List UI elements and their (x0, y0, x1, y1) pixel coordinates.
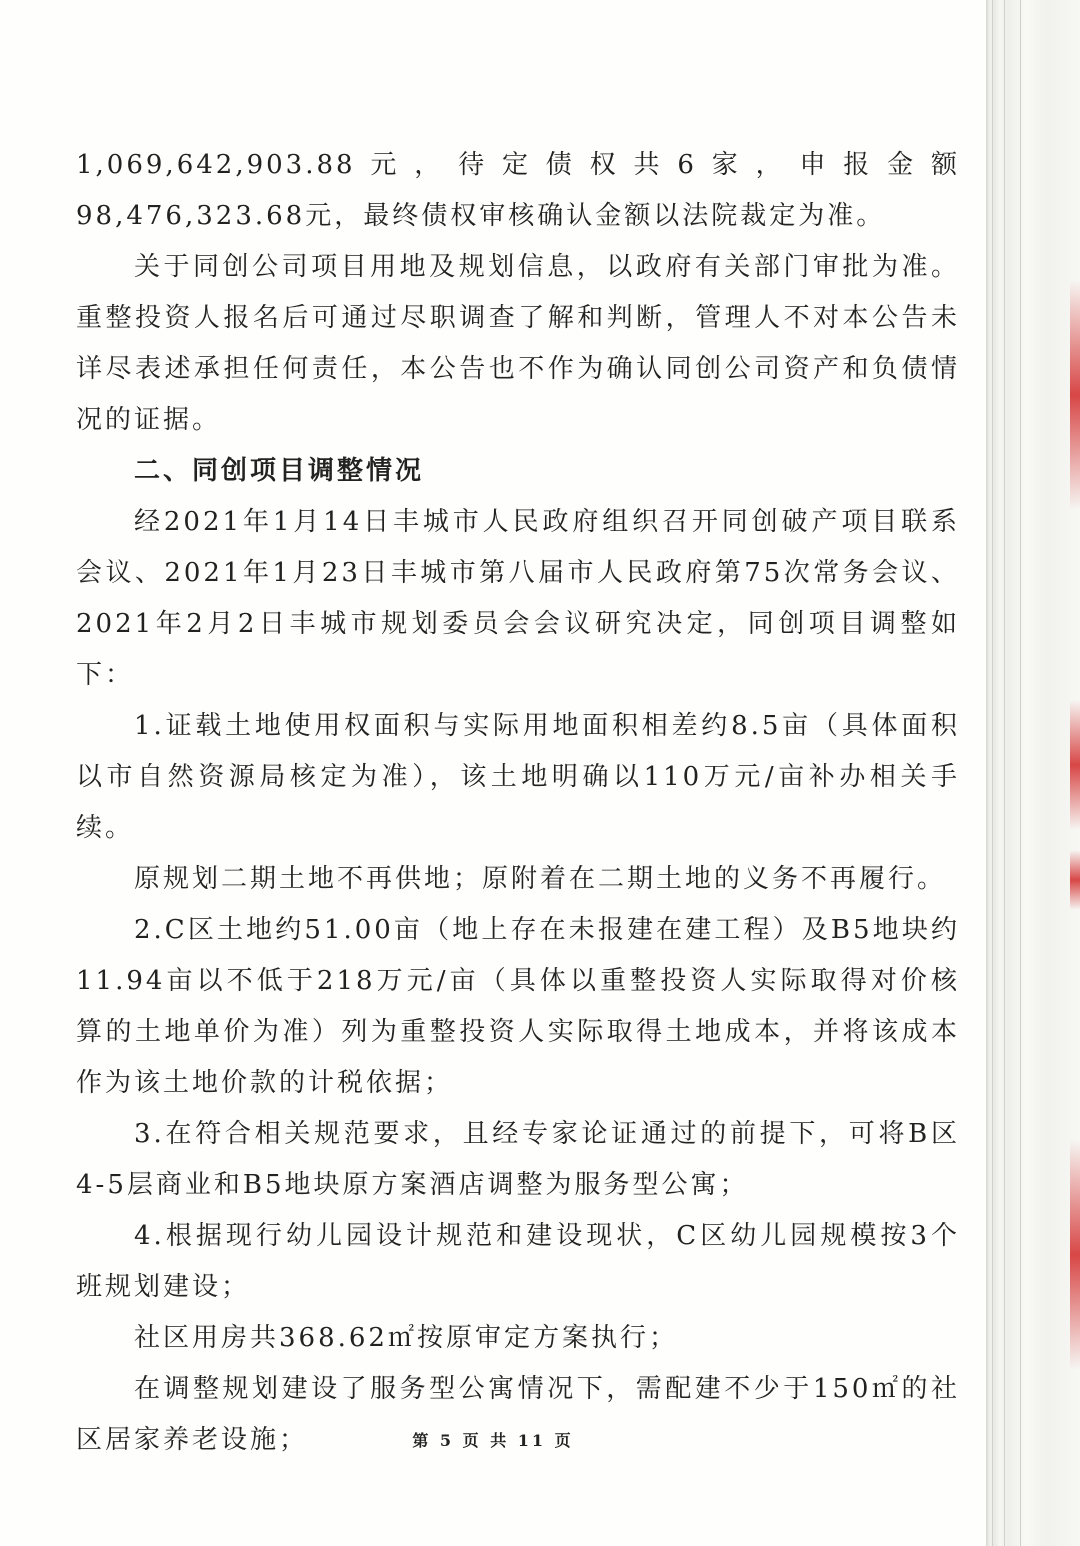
paragraph-1: 1,069,642,903.88元，待定债权共6家，申报金额98,476,323.68元，最终债权审核确认金额以法院裁定为准。 (76, 150, 960, 231)
document-body (76, 140, 960, 1466)
paragraph-4: 原规划二期土地不再供地；原附着在二期土地的义务不再履行。 (134, 864, 947, 894)
paragraph-3: 经2021年1月14日丰城市人民政府组织召开同创破产项目联系会议、2021年1月23日丰城市第八届市人民政府第75次常务会议、2021年2月2日丰城市规划委员会会议研究决定，同创项目调整如下： (76, 507, 960, 690)
paragraph-6: 在调整规划建设了服务型公寓情况下，需配建不少于150㎡的社区居家养老设施； (76, 1374, 960, 1455)
page-edge-line (1004, 0, 1005, 1546)
item-2: 2.C区土地约51.00亩（地上存在未报建在建工程）及B5地块约11.94亩以不低于218万元/亩（具体以重整投资人实际取得对价核算的土地单价为准）列为重整投资人实际取得土地成本，并将该成本作为该土地价款的计税依据； (76, 915, 960, 1098)
item-4: 4.根据现行幼儿园设计规范和建设现状，C区幼儿园规模按3个班规划建设； (76, 1221, 960, 1302)
seal-stamp-edge (1070, 850, 1080, 910)
item-1: 1.证载土地使用权面积与实际用地面积相差约8.5亩（具体面积以市自然资源局核定为准），该土地明确以110万元/亩补办相关手续。 (76, 711, 960, 843)
paragraph-2: 关于同创公司项目用地及规划信息，以政府有关部门审批为准。重整投资人报名后可通过尽职调查了解和判断，管理人不对本公告未详尽表述承担任何责任，本公告也不作为确认同创公司资产和负债情况的证据。 (76, 252, 960, 435)
page-edge-line (1020, 0, 1021, 1546)
seal-stamp-edge (1070, 280, 1080, 510)
page-edge-stack (986, 0, 1080, 1546)
seal-stamp-edge (1070, 1140, 1080, 1370)
paragraph-5: 社区用房共368.62㎡按原审定方案执行； (134, 1323, 678, 1353)
item-3: 3.在符合相关规范要求，且经专家论证通过的前提下，可将B区4-5层商业和B5地块原方案酒店调整为服务型公寓； (76, 1119, 960, 1200)
page-footer: 第 5 页 共 11 页 (412, 1431, 574, 1450)
section-heading: 二、同创项目调整情况 (134, 456, 425, 486)
page-edge-line (992, 0, 993, 1546)
seal-stamp-edge (1070, 700, 1080, 830)
